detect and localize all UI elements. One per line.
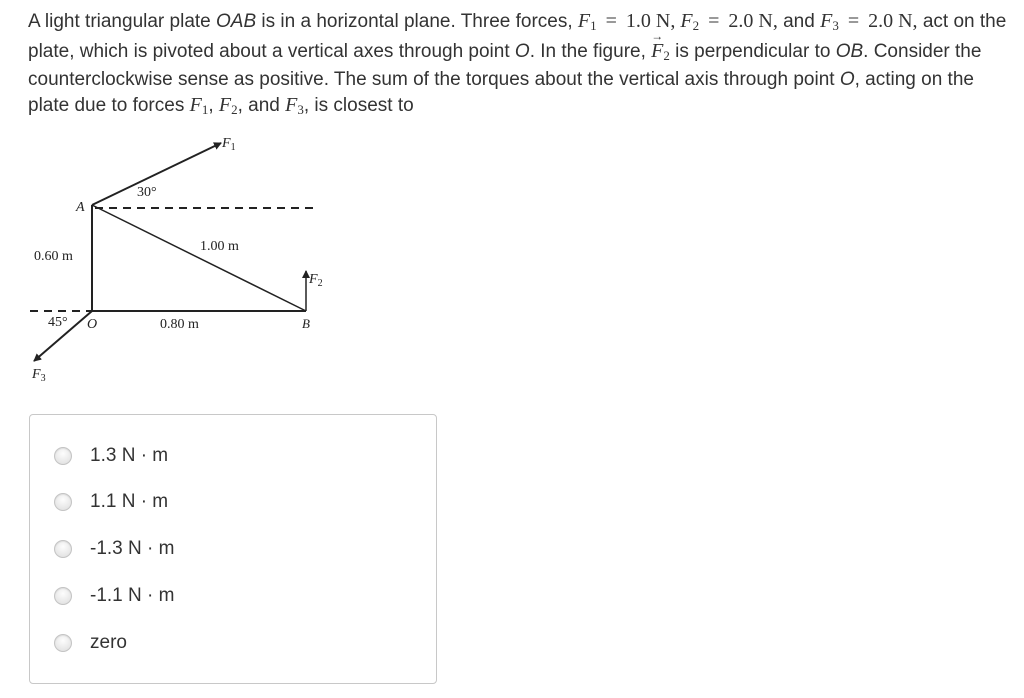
- edge-ab: [92, 205, 306, 311]
- option-5-radio[interactable]: [54, 634, 72, 652]
- option-1-radio[interactable]: [54, 447, 72, 465]
- f2-vector: → $F_2$: [651, 40, 670, 62]
- option-3-radio[interactable]: [54, 540, 72, 558]
- answer-options: [29, 414, 437, 684]
- option-4-label: -1.1 N · m: [90, 585, 175, 606]
- option-2-label: 1.1 N · m: [90, 491, 169, 512]
- plate-diagram: [26, 128, 346, 398]
- dim-ob-label: 0.80 m: [160, 317, 199, 332]
- angle-30-label: 30°: [137, 185, 157, 200]
- option-2[interactable]: [54, 489, 168, 515]
- plate-diagram-svg: [26, 128, 346, 398]
- dim-ab-label: 1.00 m: [200, 239, 239, 254]
- option-1-label: 1.3 N · m: [90, 445, 169, 466]
- angle-45-label: 45°: [48, 315, 68, 330]
- option-3[interactable]: [54, 536, 174, 562]
- option-4-radio[interactable]: [54, 587, 72, 605]
- label-b: B: [302, 316, 310, 331]
- option-5[interactable]: [54, 630, 127, 656]
- option-2-radio[interactable]: [54, 493, 72, 511]
- force-list: $F_1$: [189, 93, 209, 117]
- question-text: A light triangular plate OAB is in a horizontal plane. Three forces, $F_1 = 1.0$ N, $F_2 = 2.0$ N, and $F_3 = 2.0$ N, act on the plate, which is pivoted about a vertical axes through point O. In the figure, → $F_2$ is perpendicular to OB. Consider the counterclockwise sense as positive. The sum of the torques about the vertical axis through point O, acting on the plate due to forces $F_1$, $F_2$, and $F_3$, is closest to: [28, 9, 1008, 122]
- f3-math: $F_3 = 2.0$ N,: [820, 10, 918, 33]
- label-o: O: [87, 317, 98, 332]
- option-5-label: zero: [90, 632, 127, 653]
- plate-name: OAB: [216, 11, 257, 32]
- option-4[interactable]: [54, 583, 174, 609]
- label-f2: $F_2$: [309, 272, 323, 289]
- label-a: A: [76, 200, 85, 215]
- option-3-label: -1.3 N · m: [90, 538, 175, 559]
- label-f1: $F_1$: [222, 136, 236, 153]
- dim-oa-label: 0.60 m: [34, 249, 73, 264]
- option-1[interactable]: [54, 443, 168, 469]
- label-f3: $F_3$: [32, 367, 46, 384]
- f1-math: $F_1 = 1.0$ N, $F_2 = 2.0$ N,: [577, 10, 778, 33]
